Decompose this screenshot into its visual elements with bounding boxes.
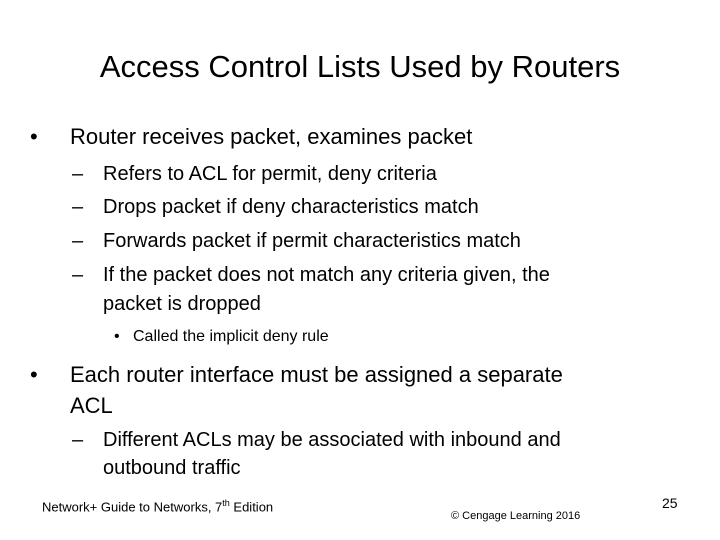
- sub-bullet-text: Refers to ACL for permit, deny criteria: [103, 163, 437, 185]
- dash-marker: –: [72, 429, 84, 451]
- bullet-marker: •: [114, 328, 120, 345]
- sub-bullet-text-line1: If the packet does not match any criteria given, the: [103, 264, 550, 286]
- sub-bullet-text-line1: Different ACLs may be associated with inbound and: [103, 429, 561, 451]
- page-number: 25: [662, 495, 678, 511]
- bullet-text: Router receives packet, examines packet: [70, 124, 473, 149]
- bullet-marker: •: [30, 124, 38, 149]
- bullet-text-line1: Each router interface must be assigned a separate: [70, 362, 563, 387]
- sub-sub-bullet-text: Called the implicit deny rule: [133, 328, 329, 345]
- sub-bullet-text-line2: packet is dropped: [103, 293, 261, 315]
- sub-bullet-text: Forwards packet if permit characteristics match: [103, 230, 521, 252]
- sub-bullet-4-continued: [103, 291, 261, 318]
- sub-bullet-text: Drops packet if deny characteristics match: [103, 196, 479, 218]
- bullet-marker: •: [30, 362, 38, 387]
- footer-book-title-text: Network+ Guide to Networks, 7: [42, 499, 223, 515]
- dash-marker: –: [72, 196, 84, 218]
- sub-bullet-text-line2: outbound traffic: [103, 457, 241, 479]
- footer-edition-superscript: th: [222, 498, 230, 508]
- dash-marker: –: [72, 163, 84, 185]
- footer-edition-suffix: Edition: [229, 499, 274, 515]
- bullet-text-line2: ACL: [70, 393, 113, 418]
- footer-book-title: [42, 494, 273, 516]
- dash-marker: –: [72, 264, 84, 286]
- slide-title: Access Control Lists Used by Routers: [99, 49, 621, 84]
- bullet-2-continued: [70, 391, 113, 421]
- sub-bullet-5-continued: [103, 455, 241, 482]
- dash-marker: –: [72, 230, 84, 252]
- footer-copyright: © Cengage Learning 2016: [451, 510, 581, 522]
